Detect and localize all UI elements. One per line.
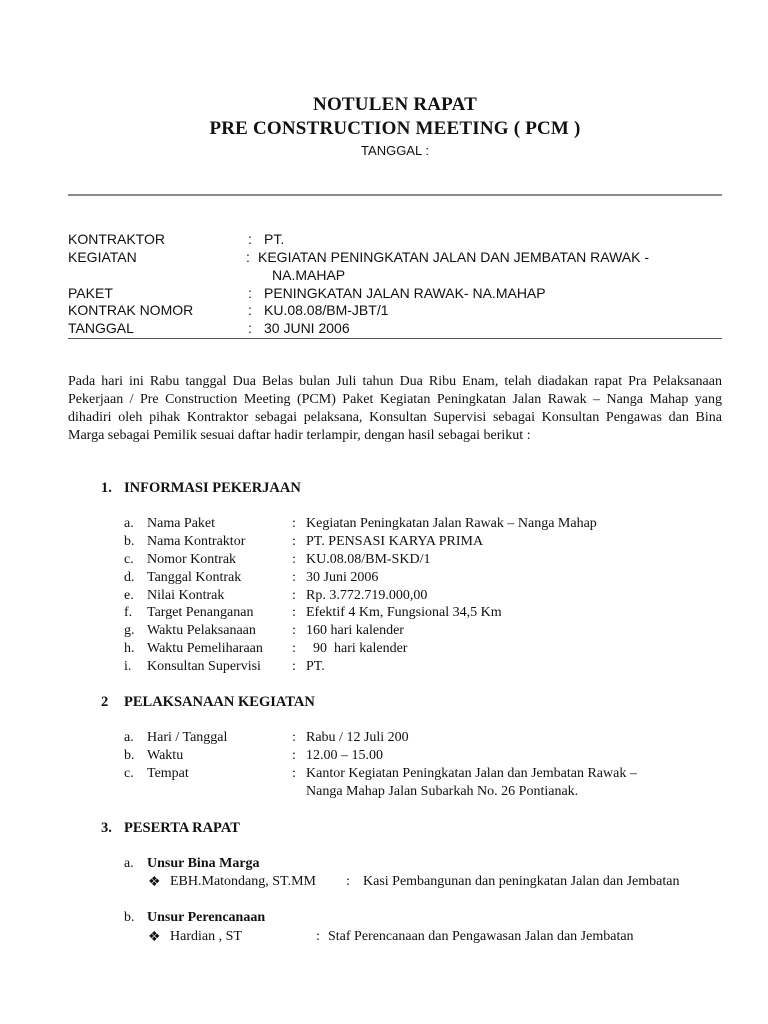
item-key: Target Penanganan xyxy=(147,605,254,620)
item-letter: a. xyxy=(124,516,134,531)
item-value: Efektif 4 Km, Fungsional 34,5 Km xyxy=(306,605,502,620)
group-title: Unsur Bina Marga xyxy=(147,856,260,871)
item-colon: : xyxy=(292,730,296,745)
info-label: KONTRAK NOMOR xyxy=(68,302,194,318)
section-heading-pelaksanaan-kegiatan xyxy=(101,694,315,711)
item-value: Rp. 3.772.719.000,00 xyxy=(306,588,428,603)
item-letter: c. xyxy=(124,766,134,781)
group-title: Unsur Perencanaan xyxy=(147,910,266,925)
group-letter: b. xyxy=(124,910,135,925)
item-key: Waktu Pemeliharaan xyxy=(147,641,263,656)
item-value: PT. xyxy=(306,659,325,674)
item-key: Konsultan Supervisi xyxy=(147,659,261,674)
item-key: Waktu xyxy=(147,748,184,763)
section-heading-peserta-rapat xyxy=(101,820,240,837)
participant-role: Kasi Pembangunan dan peningkatan Jalan dan Jembatan xyxy=(363,874,680,889)
group-letter: a. xyxy=(124,856,134,871)
participant-role: Staf Perencanaan dan Pengawasan Jalan dan Jembatan xyxy=(328,929,634,944)
item-colon: : xyxy=(292,641,296,656)
info-label: KEGIATAN xyxy=(68,249,137,265)
item-colon: : xyxy=(292,659,296,674)
header-date-label: TANGGAL : xyxy=(361,143,429,158)
item-colon: : xyxy=(292,766,296,781)
item-colon: : xyxy=(292,516,296,531)
item-value: 30 Juni 2006 xyxy=(306,570,379,585)
participant-group-bina-marga xyxy=(124,856,260,872)
item-key: Tanggal Kontrak xyxy=(147,570,242,585)
participant-name: Hardian , ST xyxy=(170,929,242,944)
item-letter: i. xyxy=(124,659,132,674)
section-title: PESERTA RAPAT xyxy=(124,820,240,836)
intro-paragraph: Pada hari ini Rabu tanggal Dua Belas bulan Juli tahun Dua Ribu Enam, telah diadakan rapat Pra Pelaksanaan Pekerjaan / Pre Construction Meeting (PCM) Paket Kegiatan Peningkatan Jalan Rawak – Nanga Mahap yang dihadiri oleh pihak Kontraktor sebagai pelaksana, Konsultan Supervisi sebagai Konsultan Pengawas dan Bina Marga sebagai Pemilik sesuai daftar hadir terlampir, dengan hasil sebagai berikut : xyxy=(68,374,722,443)
item-key: Nilai Kontrak xyxy=(147,588,225,603)
item-colon: : xyxy=(292,570,296,585)
item-colon: : xyxy=(292,748,296,763)
info-colon: : xyxy=(248,320,252,336)
item-colon: : xyxy=(292,588,296,603)
item-letter: b. xyxy=(124,534,135,549)
participant-colon: : xyxy=(346,874,350,889)
item-letter: a. xyxy=(124,730,134,745)
item-letter: g. xyxy=(124,623,135,638)
section-title: PELAKSANAAN KEGIATAN xyxy=(124,694,315,710)
item-key: Nomor Kontrak xyxy=(147,552,237,567)
item-value: Kantor Kegiatan Peningkatan Jalan dan Jembatan Rawak – xyxy=(306,766,637,781)
section-number: 2 xyxy=(101,694,109,710)
item-value: Kegiatan Peningkatan Jalan Rawak – Nanga Mahap xyxy=(306,516,597,531)
item-key: Waktu Pelaksanaan xyxy=(147,623,256,638)
info-value: KU.08.08/BM-JBT/1 xyxy=(264,302,389,318)
diamond-bullet-icon: ❖ xyxy=(148,930,161,945)
diamond-bullet-icon: ❖ xyxy=(148,875,161,890)
item-value: 12.00 – 15.00 xyxy=(306,748,383,763)
section-number: 1. xyxy=(101,480,112,496)
info-label: TANGGAL xyxy=(68,320,134,336)
section-number: 3. xyxy=(101,820,112,836)
participant-colon: : xyxy=(316,929,320,944)
item-value: PT. PENSASI KARYA PRIMA xyxy=(306,534,484,549)
info-value: PT. xyxy=(264,231,285,247)
section-heading-informasi-pekerjaan xyxy=(101,480,301,497)
participant-row xyxy=(148,929,708,947)
item-value: KU.08.08/BM-SKD/1 xyxy=(306,552,431,567)
item-value-continued: Nanga Mahap Jalan Subarkah No. 26 Pontianak. xyxy=(306,784,579,799)
item-key: Tempat xyxy=(147,766,189,781)
info-value: 30 JUNI 2006 xyxy=(264,320,350,336)
info-label: KONTRAKTOR xyxy=(68,231,165,247)
header-divider xyxy=(68,194,722,196)
info-label: PAKET xyxy=(68,285,113,301)
item-colon: : xyxy=(292,623,296,638)
info-colon: : xyxy=(248,302,252,318)
item-key: Hari / Tanggal xyxy=(147,730,228,745)
info-value-continued: NA.MAHAP xyxy=(272,267,346,283)
participant-group-perencanaan xyxy=(124,910,265,926)
info-colon: : xyxy=(248,231,252,247)
info-divider xyxy=(68,338,722,339)
info-value: PENINGKATAN JALAN RAWAK- NA.MAHAP xyxy=(264,285,546,301)
item-key: Nama Kontraktor xyxy=(147,534,246,549)
item-value: Rabu / 12 Juli 200 xyxy=(306,730,409,745)
item-letter: c. xyxy=(124,552,134,567)
document-title: NOTULEN RAPAT xyxy=(313,94,477,115)
item-value: 90 hari kalender xyxy=(306,641,408,656)
item-colon: : xyxy=(292,552,296,567)
item-colon: : xyxy=(292,534,296,549)
item-letter: b. xyxy=(124,748,135,763)
item-letter: d. xyxy=(124,570,135,585)
document-subtitle: PRE CONSTRUCTION MEETING ( PCM ) xyxy=(209,118,581,139)
info-colon: : xyxy=(246,249,250,265)
item-letter: h. xyxy=(124,641,135,656)
participant-row xyxy=(148,874,728,892)
info-colon: : xyxy=(248,285,252,301)
item-letter: f. xyxy=(124,605,133,620)
item-value: 160 hari kalender xyxy=(306,623,404,638)
item-letter: e. xyxy=(124,588,134,603)
item-colon: : xyxy=(292,605,296,620)
section-title: INFORMASI PEKERJAAN xyxy=(124,480,301,496)
item-key: Nama Paket xyxy=(147,516,216,531)
info-value: KEGIATAN PENINGKATAN JALAN DAN JEMBATAN RAWAK - xyxy=(258,249,650,265)
participant-name: EBH.Matondang, ST.MM xyxy=(170,874,316,889)
